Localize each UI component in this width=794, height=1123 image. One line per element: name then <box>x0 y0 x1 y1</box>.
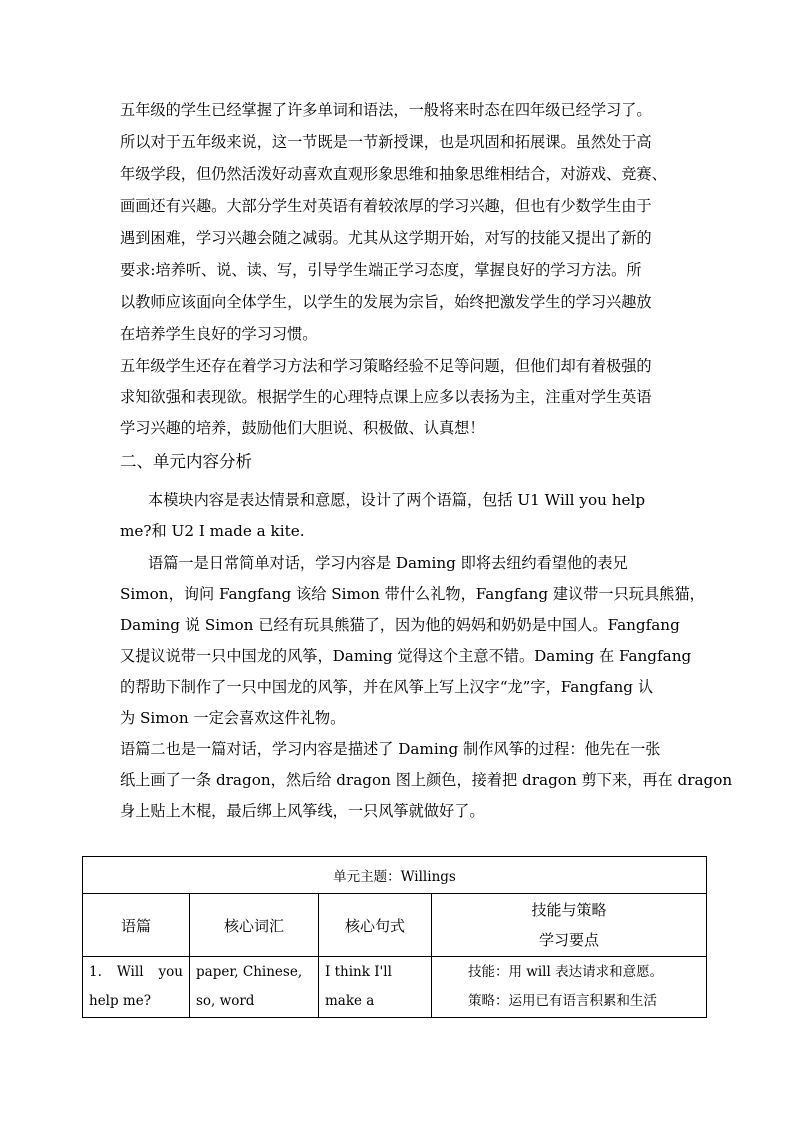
cell-vocab-line1: paper, Chinese, <box>196 964 303 980</box>
header-skills <box>432 894 707 957</box>
paragraph-line: Daming 说 Simon 已经有玩具熊猫了，因为他的妈妈和奶奶是中国人。Fangfang <box>120 616 680 634</box>
paragraph-line: 语篇二也是一篇对话，学习内容是描述了 Daming 制作风筝的过程：他先在一张 <box>120 740 661 758</box>
cell-skills <box>432 957 707 1018</box>
cell-vocab-line2: so, word <box>196 993 255 1009</box>
cell-skill-line: 技能：用 will 表达请求和意愿。 <box>468 964 664 980</box>
paragraph-line: 所以对于五年级来说，这一节既是一节新授课，也是巩固和拓展课。虽然处于高 <box>120 133 652 151</box>
paragraph-line: 年级学段，但仍然活泼好动喜欢直观形象思维和抽象思维相结合，对游戏、竞赛、 <box>120 165 667 183</box>
paragraph-line: 为 Simon 一定会喜欢这件礼物。 <box>120 709 346 727</box>
paragraph-line: Simon，询问 Fangfang 该给 Simon 带什么礼物，Fangfang 建议带一只玩具熊猫， <box>120 585 705 603</box>
cell-strategy-line: 策略：运用已有语言积累和生活 <box>468 993 657 1009</box>
paragraph-line: 遇到困难，学习兴趣会随之减弱。尤其从这学期开始，对写的技能又提出了新的 <box>120 229 652 247</box>
paragraph-line: 画画还有兴趣。大部分学生对英语有着较浓厚的学习兴趣，但也有少数学生由于 <box>120 197 652 215</box>
header-vocab: 核心词汇 <box>190 894 319 957</box>
paragraph-line: 学习兴趣的培养，鼓励他们大胆说、积极做、认真想！ <box>120 419 485 437</box>
paragraph-line: 五年级学生还存在着学习方法和学习策略经验不足等问题，但他们却有着极强的 <box>120 357 652 375</box>
paragraph-line: 语篇一是日常简单对话，学习内容是 Daming 即将去纽约看望他的表兄 <box>148 554 628 572</box>
cell-text-line1: 1. Will you <box>89 964 183 980</box>
table-theme-row <box>83 857 707 894</box>
header-skills-line1: 技能与策略 <box>531 901 607 919</box>
paragraph-line: 的帮助下制作了一只中国龙的风筝，并在风筝上写上汉字“龙”字，Fangfang 认 <box>120 678 654 696</box>
paragraph-line: 五年级的学生已经掌握了许多单词和语法，一般将来时态在四年级已经学习了。 <box>120 101 652 119</box>
paragraph-line: 要求:培养听、说、读、写，引导学生端正学习态度，掌握良好的学习方法。所 <box>120 261 642 279</box>
header-skills-line2: 学习要点 <box>538 931 599 949</box>
paragraph-line: 本模块内容是表达情景和意愿，设计了两个语篇，包括 U1 Will you help <box>148 491 646 509</box>
paragraph-line: 又提议说带一只中国龙的风筝，Daming 觉得这个主意不错。Daming 在 Fangfang <box>120 647 692 665</box>
cell-vocab <box>190 957 319 1018</box>
cell-sentence-line1: I think I'll <box>325 964 392 980</box>
cell-sentence-line2: make a <box>325 993 375 1009</box>
paragraph-line: 在培养学生良好的学习习惯。 <box>120 325 318 343</box>
paragraph-line: 以教师应该面向全体学生，以学生的发展为宗旨，始终把激发学生的学习兴趣放 <box>120 293 652 311</box>
table-row <box>83 957 707 1018</box>
unit-table <box>82 856 707 1018</box>
paragraph-line: me?和 U2 I made a kite. <box>120 522 305 540</box>
section-heading: 二、单元内容分析 <box>120 452 252 471</box>
paragraph-line: 身上贴上木棍，最后绑上风筝线，一只风筝就做好了。 <box>120 802 485 820</box>
table-header-row <box>83 894 707 957</box>
cell-text-line2: help me? <box>89 993 151 1009</box>
cell-sentence <box>319 957 432 1018</box>
unit-theme: 单元主题：Willings <box>83 857 707 894</box>
paragraph-line: 纸上画了一条 dragon，然后给 dragon 图上颜色，接着把 dragon 剪下来，再在 dragon <box>120 771 733 789</box>
cell-text <box>83 957 190 1018</box>
header-sentence: 核心句式 <box>319 894 432 957</box>
header-text: 语篇 <box>83 894 190 957</box>
paragraph-line: 求知欲强和表现欲。根据学生的心理特点课上应多以表扬为主，注重对学生英语 <box>120 388 652 406</box>
